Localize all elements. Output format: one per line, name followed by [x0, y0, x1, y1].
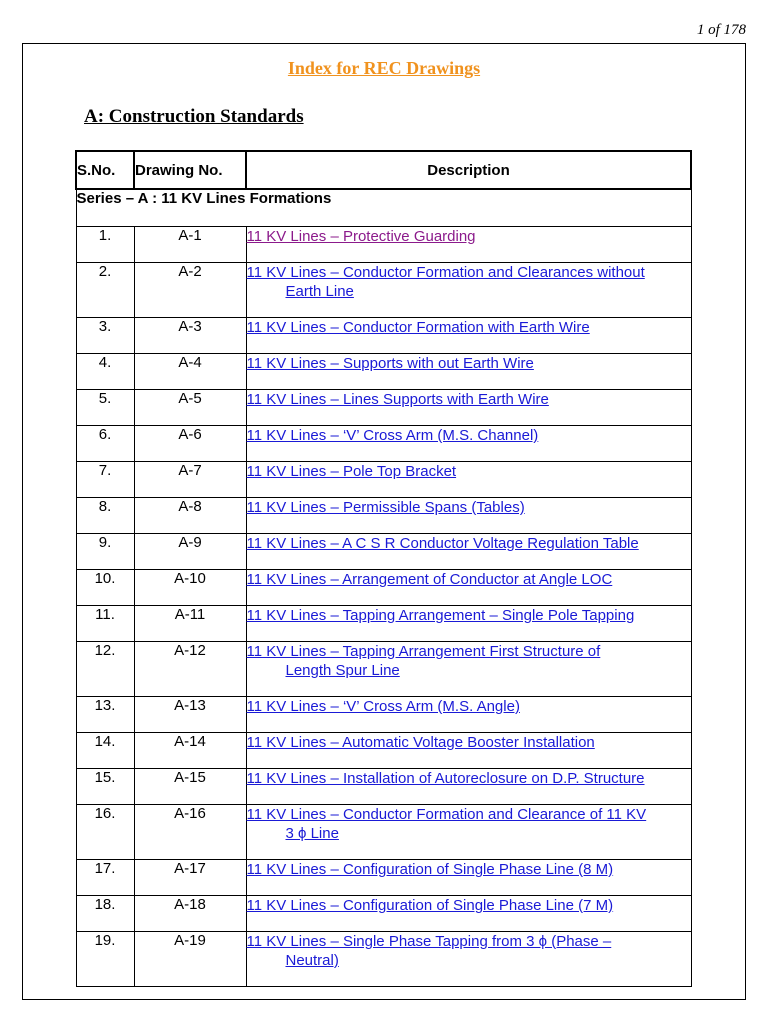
drawing-link-text: 11 KV Lines – Configuration of Single Phase Line (7 M): [246, 897, 614, 914]
row-drawing-no: A-10: [134, 570, 246, 606]
row-sno: 2.: [76, 263, 134, 318]
header-sno: S.No.: [76, 151, 134, 189]
row-description: [246, 805, 691, 860]
row-sno: 12.: [76, 642, 134, 697]
drawing-link-text: 11 KV Lines – Conductor Formation with Earth Wire: [246, 319, 590, 336]
drawing-link[interactable]: [247, 264, 691, 301]
drawing-link[interactable]: [247, 734, 595, 751]
row-sno: 17.: [76, 860, 134, 896]
row-description: [246, 642, 691, 697]
row-sno: 11.: [76, 606, 134, 642]
table-row: [76, 534, 691, 570]
row-description: [246, 318, 691, 354]
row-description: [246, 570, 691, 606]
row-description: [246, 263, 691, 318]
row-drawing-no: A-13: [134, 697, 246, 733]
table-row: [76, 426, 691, 462]
drawing-link-text-continued: Length Spur Line: [285, 662, 400, 679]
section-heading: A: Construction Standards: [84, 106, 304, 127]
drawing-link-text: 11 KV Lines – ‘V’ Cross Arm (M.S. Channel): [246, 427, 539, 444]
drawing-link-text: 11 KV Lines – Single Phase Tapping from 3 ϕ (Phase –: [246, 933, 612, 950]
row-sno: 4.: [76, 354, 134, 390]
drawing-link-text-continued: 3 ϕ Line: [285, 825, 339, 842]
table-row: [76, 642, 691, 697]
table-row: [76, 733, 691, 769]
drawing-link-text: 11 KV Lines – Conductor Formation and Clearance of 11 KV: [246, 806, 647, 823]
drawings-index-table: [75, 150, 692, 987]
drawing-link[interactable]: [247, 319, 590, 336]
drawing-link[interactable]: [247, 770, 645, 787]
drawing-link-text: 11 KV Lines – Protective Guarding: [246, 228, 476, 245]
drawing-link-text: 11 KV Lines – Tapping Arrangement First Structure of: [246, 643, 601, 660]
drawing-link[interactable]: [247, 228, 476, 245]
table-row: [76, 318, 691, 354]
drawing-link[interactable]: [247, 861, 614, 878]
row-description: [246, 606, 691, 642]
row-description: [246, 498, 691, 534]
row-drawing-no: A-1: [134, 227, 246, 263]
row-description: [246, 697, 691, 733]
row-drawing-no: A-16: [134, 805, 246, 860]
row-drawing-no: A-12: [134, 642, 246, 697]
table-row: [76, 805, 691, 860]
drawing-link-text: 11 KV Lines – Conductor Formation and Clearances without: [246, 264, 645, 281]
row-description: [246, 390, 691, 426]
table-row: [76, 462, 691, 498]
row-drawing-no: A-11: [134, 606, 246, 642]
table-row: [76, 896, 691, 932]
header-description: Description: [246, 151, 691, 189]
drawing-link[interactable]: [247, 499, 525, 516]
row-sno: 15.: [76, 769, 134, 805]
drawing-link[interactable]: [247, 463, 457, 480]
row-sno: 7.: [76, 462, 134, 498]
table-row: [76, 498, 691, 534]
row-sno: 8.: [76, 498, 134, 534]
row-sno: 16.: [76, 805, 134, 860]
row-sno: 13.: [76, 697, 134, 733]
drawing-link[interactable]: [247, 355, 534, 372]
row-description: [246, 534, 691, 570]
row-description: [246, 896, 691, 932]
row-drawing-no: A-6: [134, 426, 246, 462]
row-sno: 3.: [76, 318, 134, 354]
row-drawing-no: A-15: [134, 769, 246, 805]
row-sno: 18.: [76, 896, 134, 932]
page-number: 1 of 178: [696, 22, 746, 38]
drawing-link[interactable]: [247, 535, 639, 552]
drawing-link[interactable]: [247, 643, 691, 680]
row-description: [246, 426, 691, 462]
drawing-link-text: 11 KV Lines – A C S R Conductor Voltage Regulation Table: [246, 535, 639, 552]
row-drawing-no: A-2: [134, 263, 246, 318]
row-sno: 14.: [76, 733, 134, 769]
series-label: Series – A : 11 KV Lines Formations: [76, 189, 691, 227]
table-row: [76, 860, 691, 896]
row-sno: 19.: [76, 932, 134, 987]
row-drawing-no: A-4: [134, 354, 246, 390]
table-row: [76, 769, 691, 805]
row-description: [246, 354, 691, 390]
table-row: [76, 390, 691, 426]
row-description: [246, 932, 691, 987]
header-drawing-no: Drawing No.: [134, 151, 246, 189]
drawing-link-text: 11 KV Lines – Permissible Spans (Tables): [246, 499, 525, 516]
row-sno: 5.: [76, 390, 134, 426]
row-drawing-no: A-17: [134, 860, 246, 896]
drawing-link[interactable]: [247, 897, 614, 914]
drawing-link-text: 11 KV Lines – Configuration of Single Phase Line (8 M): [246, 861, 614, 878]
drawing-link-text: 11 KV Lines – Lines Supports with Earth Wire: [246, 391, 549, 408]
row-description: [246, 462, 691, 498]
table-row: [76, 606, 691, 642]
row-drawing-no: A-8: [134, 498, 246, 534]
drawing-link-text-continued: Neutral): [285, 952, 339, 969]
drawing-link[interactable]: [247, 607, 635, 624]
drawing-link[interactable]: [247, 427, 539, 444]
row-sno: 9.: [76, 534, 134, 570]
row-sno: 10.: [76, 570, 134, 606]
drawing-link[interactable]: [247, 698, 520, 715]
row-sno: 6.: [76, 426, 134, 462]
series-row: [76, 189, 691, 227]
table-row: [76, 354, 691, 390]
table-header-row: [76, 151, 691, 189]
drawing-link[interactable]: [247, 571, 613, 588]
row-sno: 1.: [76, 227, 134, 263]
row-description: [246, 860, 691, 896]
row-description: [246, 227, 691, 263]
drawing-link[interactable]: [247, 806, 691, 843]
row-description: [246, 769, 691, 805]
table-row: [76, 263, 691, 318]
drawing-link-text: 11 KV Lines – Tapping Arrangement – Single Pole Tapping: [246, 607, 635, 624]
drawing-link[interactable]: [247, 391, 549, 408]
row-drawing-no: A-3: [134, 318, 246, 354]
row-description: [246, 733, 691, 769]
drawing-link-text: 11 KV Lines – Arrangement of Conductor at Angle LOC: [246, 571, 613, 588]
row-drawing-no: A-9: [134, 534, 246, 570]
table-row: [76, 932, 691, 987]
row-drawing-no: A-7: [134, 462, 246, 498]
table-row: [76, 570, 691, 606]
row-drawing-no: A-18: [134, 896, 246, 932]
row-drawing-no: A-5: [134, 390, 246, 426]
drawing-link[interactable]: [247, 933, 691, 970]
row-drawing-no: A-14: [134, 733, 246, 769]
drawing-link-text-continued: Earth Line: [285, 283, 354, 300]
drawing-link-text: 11 KV Lines – Installation of Autoreclosure on D.P. Structure: [246, 770, 645, 787]
table-row: [76, 697, 691, 733]
drawing-link-text: 11 KV Lines – Automatic Voltage Booster Installation: [246, 734, 595, 751]
document-title: Index for REC Drawings: [287, 58, 481, 78]
row-drawing-no: A-19: [134, 932, 246, 987]
drawing-link-text: 11 KV Lines – Pole Top Bracket: [246, 463, 457, 480]
drawing-link-text: 11 KV Lines – ‘V’ Cross Arm (M.S. Angle): [246, 698, 520, 715]
table-row: [76, 227, 691, 263]
drawing-link-text: 11 KV Lines – Supports with out Earth Wire: [246, 355, 534, 372]
